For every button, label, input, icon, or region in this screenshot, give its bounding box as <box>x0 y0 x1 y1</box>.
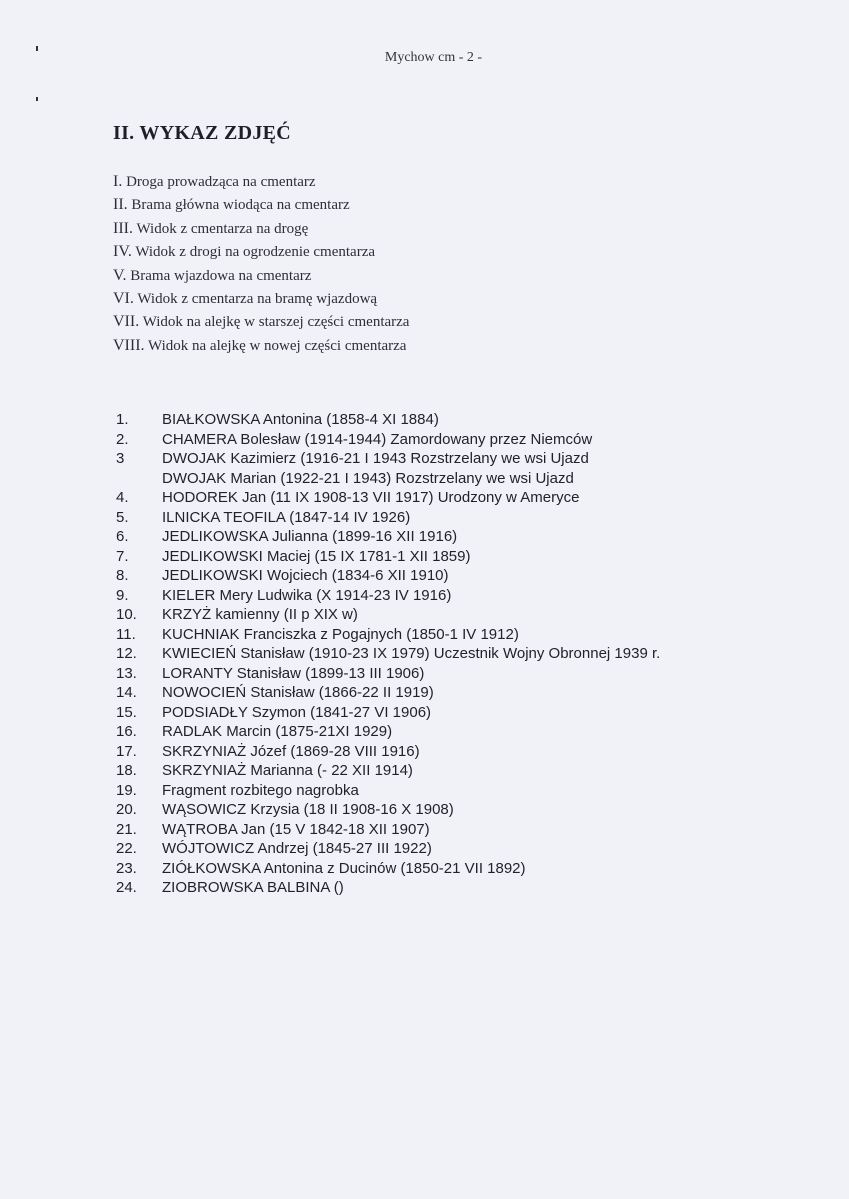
grave-number: 8. <box>116 567 129 584</box>
grave-entry: SKRZYNIAŻ Marianna (- 22 XII 1914) <box>162 762 413 779</box>
grave-entry: Fragment rozbitego nagrobka <box>162 781 359 799</box>
grave-entry: JEDLIKOWSKI Wojciech (1834-6 XII 1910) <box>162 567 449 584</box>
grave-entry: ZIÓŁKOWSKA Antonina z Ducinów (1850-21 VII 1892) <box>162 859 526 877</box>
grave-entry: RADLAK Marcin (1875-21XI 1929) <box>162 723 393 740</box>
grave-number: 2. <box>116 430 129 448</box>
grave-number: 19. <box>116 781 137 799</box>
grave-entry: WĄSOWICZ Krzysia (18 II 1908-16 X 1908) <box>162 801 454 818</box>
photo-caption: Widok z cmentarza na drogę <box>136 220 309 237</box>
grave-entry: KWIECIEŃ Stanisław (1910-23 IX 1979) Uczestnik Wojny Obronnej 1939 r. <box>162 645 661 662</box>
photo-list-item <box>113 193 409 216</box>
photo-list-item <box>113 240 409 263</box>
scan-mark <box>36 97 38 101</box>
photo-list-item <box>113 334 409 357</box>
photo-numeral: IV. <box>113 243 132 261</box>
grave-number: 5. <box>116 508 129 526</box>
grave-number: 10. <box>116 606 137 623</box>
photo-caption: Brama wjazdowa na cmentarz <box>130 267 312 284</box>
grave-number: 23. <box>116 859 137 877</box>
grave-number: 18. <box>116 762 137 779</box>
photo-caption: Widok z drogi na ogrodzenie cmentarza <box>135 244 376 261</box>
grave-entry: SKRZYNIAŻ Józef (1869-28 VIII 1916) <box>162 742 420 760</box>
photo-caption: Droga prowadząca na cmentarz <box>126 174 316 190</box>
grave-number: 6. <box>116 528 129 545</box>
grave-entry: DWOJAK Marian (1922-21 I 1943) Rozstrzelany we wsi Ujazd <box>162 469 574 487</box>
section-title: II. WYKAZ ZDJĘĆ <box>113 122 292 144</box>
page-header: Mychow cm - 2 - <box>384 50 483 65</box>
grave-entry: CHAMERA Bolesław (1914-1944) Zamordowany przez Niemców <box>162 430 593 448</box>
photo-numeral: III. <box>113 219 133 237</box>
grave-entry: KUCHNIAK Franciszka z Pogajnych (1850-1 IV 1912) <box>162 625 519 643</box>
photo-caption: Widok z cmentarza na bramę wjazdową <box>137 290 378 307</box>
grave-number: 13. <box>116 664 137 682</box>
grave-number: 17. <box>116 742 137 760</box>
grave-entry: DWOJAK Kazimierz (1916-21 I 1943 Rozstrzelany we wsi Ujazd <box>162 450 589 467</box>
photo-numeral: VII. <box>113 313 140 331</box>
grave-number: 12. <box>116 645 137 662</box>
grave-number: 9. <box>116 586 129 604</box>
photo-numeral: II. <box>113 196 128 214</box>
grave-number: 24. <box>116 879 137 896</box>
grave-entry: HODOREK Jan (11 IX 1908-13 VII 1917) Urodzony w Ameryce <box>162 489 580 506</box>
photo-list <box>113 170 409 357</box>
grave-entry: PODSIADŁY Szymon (1841-27 VI 1906) <box>162 703 432 721</box>
photo-list-item <box>113 310 409 333</box>
photo-numeral: I. <box>113 173 123 190</box>
photo-caption: Widok na alejkę w nowej części cmentarza <box>148 337 407 354</box>
grave-number: 7. <box>116 547 129 565</box>
grave-number: 21. <box>116 820 137 838</box>
photo-numeral: V. <box>113 266 127 284</box>
photo-list-item <box>113 217 409 240</box>
grave-number: 20. <box>116 801 137 818</box>
grave-entry: KIELER Mery Ludwika (X 1914-23 IV 1916) <box>162 586 452 604</box>
grave-entry: WĄTROBA Jan (15 V 1842-18 XII 1907) <box>162 820 430 838</box>
grave-entry: ZIOBROWSKA BALBINA () <box>162 879 344 896</box>
grave-entry: ILNICKA TEOFILA (1847-14 IV 1926) <box>162 508 411 526</box>
grave-entry: KRZYŻ kamienny (II p XIX w) <box>162 606 358 623</box>
grave-number: 1. <box>116 411 129 428</box>
grave-entry: BIAŁKOWSKA Antonina (1858-4 XI 1884) <box>162 411 439 428</box>
photo-numeral: VIII. <box>113 336 145 354</box>
photo-list-item <box>113 287 409 310</box>
grave-number: 15. <box>116 703 137 721</box>
photo-numeral: VI. <box>113 289 134 307</box>
grave-entry: JEDLIKOWSKI Maciej (15 IX 1781-1 XII 1859) <box>162 547 471 565</box>
grave-entry: WÓJTOWICZ Andrzej (1845-27 III 1922) <box>162 840 432 857</box>
photo-list-item <box>113 264 409 287</box>
grave-entry: JEDLIKOWSKA Julianna (1899-16 XII 1916) <box>162 528 458 545</box>
grave-number: 22. <box>116 840 137 857</box>
grave-number: 14. <box>116 684 137 701</box>
grave-number: 11. <box>116 625 136 643</box>
grave-entry: LORANTY Stanisław (1899-13 III 1906) <box>162 664 425 682</box>
photo-caption: Brama główna wiodąca na cmentarz <box>131 197 350 214</box>
grave-number: 16. <box>116 723 137 740</box>
grave-entry: NOWOCIEŃ Stanisław (1866-22 II 1919) <box>162 684 434 701</box>
grave-number: 3 <box>116 450 125 467</box>
photo-list-item <box>113 170 409 193</box>
grave-number: 4. <box>116 489 129 506</box>
photo-caption: Widok na alejkę w starszej części cmentarza <box>142 314 410 331</box>
